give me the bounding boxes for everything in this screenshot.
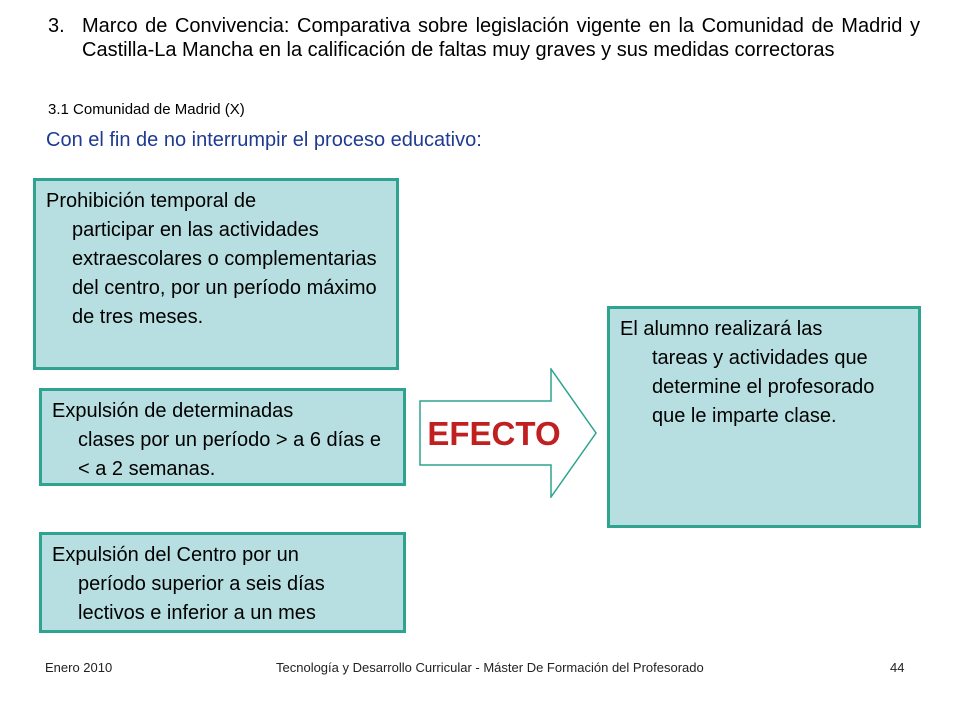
heading-number: 3.	[48, 15, 65, 37]
arrow-label: EFECTO	[427, 415, 561, 452]
measure-first-line: Expulsión de determinadas	[52, 400, 294, 422]
measure-box-expulsion-clases	[39, 388, 406, 486]
measure-rest: clases por un período > a 6 días e < a 2 semanas.	[78, 429, 381, 480]
subheading: 3.1 Comunidad de Madrid (X)	[48, 101, 245, 118]
measure-first-line: Expulsión del Centro por un	[52, 544, 299, 566]
slide-heading	[48, 14, 920, 62]
efecto-arrow	[419, 368, 597, 498]
intro-text: Con el fin de no interrumpir el proceso educativo:	[46, 129, 482, 151]
measure-box-prohibicion	[33, 178, 399, 370]
footer-date: Enero 2010	[45, 660, 113, 675]
effect-first-line: El alumno realizará las	[620, 318, 823, 340]
footer-page-number: 44	[890, 660, 905, 675]
measure-rest: participar en las actividades extraescolares o complementarias del centro, por un período máximo de tres meses.	[72, 219, 377, 328]
measure-rest: período superior a seis días lectivos e inferior a un mes	[78, 573, 325, 624]
measure-box-expulsion-centro	[39, 532, 406, 633]
measure-first-line: Prohibición temporal de	[46, 190, 257, 212]
footer-title: Tecnología y Desarrollo Curricular - Máster De Formación del Profesorado	[276, 660, 704, 675]
effect-box	[607, 306, 921, 528]
effect-rest: tareas y actividades que determine el profesorado que le imparte clase.	[652, 347, 875, 427]
heading-text: Marco de Convivencia: Comparativa sobre legislación vigente en la Comunidad de Madrid y Castilla-La Mancha en la calificación de faltas muy graves y sus medidas correctoras	[82, 15, 920, 61]
